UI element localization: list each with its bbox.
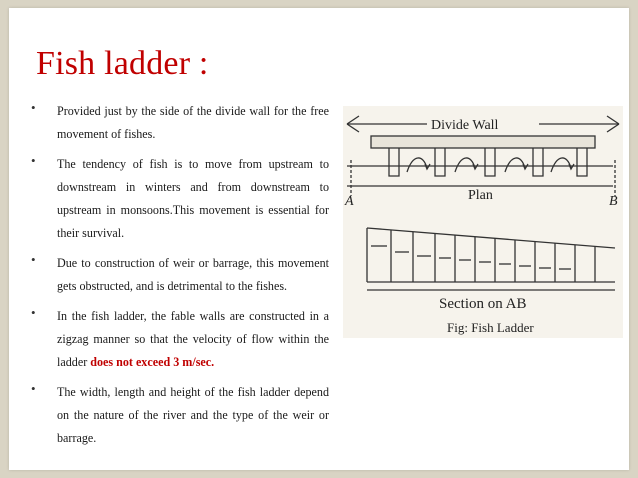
bullet-marker: • [31,100,36,115]
figure-caption: Fig: Fish Ladder [447,320,534,335]
list-item [29,381,329,450]
bullet-marker: • [31,153,36,168]
plan-label: Plan [468,188,493,203]
fish-ladder-figure [343,106,623,338]
bullet-marker: • [31,305,36,320]
list-item [29,252,329,298]
bullet-text-part: In the fish ladder, the fable walls are constructed in a zigzag manner so that the velocity of flow within the ladder [57,309,329,369]
bullet-marker: • [31,381,36,396]
slide [9,8,629,470]
list-item [29,305,329,374]
bullet-text: Provided just by the side of the divide wall for the free movement of fishes. [57,104,329,141]
bullet-text: The width, length and height of the fish ladder depend on the nature of the river and the type of the weir or barrage. [57,385,329,445]
bullet-text: Due to construction of weir or barrage, this movement gets obstructed, and is detrimental to the fishes. [57,256,329,293]
slide-title: Fish ladder : [36,45,209,82]
point-b-label: B [609,194,618,209]
bullet-text: The tendency of fish is to move from upstream to downstream in winters and from downstream to upstream in monsoons.This movement is essential for their survival. [57,157,329,240]
bullet-list [29,100,329,457]
list-item [29,153,329,245]
divide-wall-label: Divide Wall [431,118,499,133]
bullet-marker: • [31,252,36,267]
divide-wall [371,136,595,148]
section-label: Section on AB [439,296,527,312]
bullet-text [57,305,329,374]
velocity-limit-highlight: does not exceed 3 m/sec. [90,355,215,369]
point-a-label: A [345,194,354,209]
list-item [29,100,329,146]
